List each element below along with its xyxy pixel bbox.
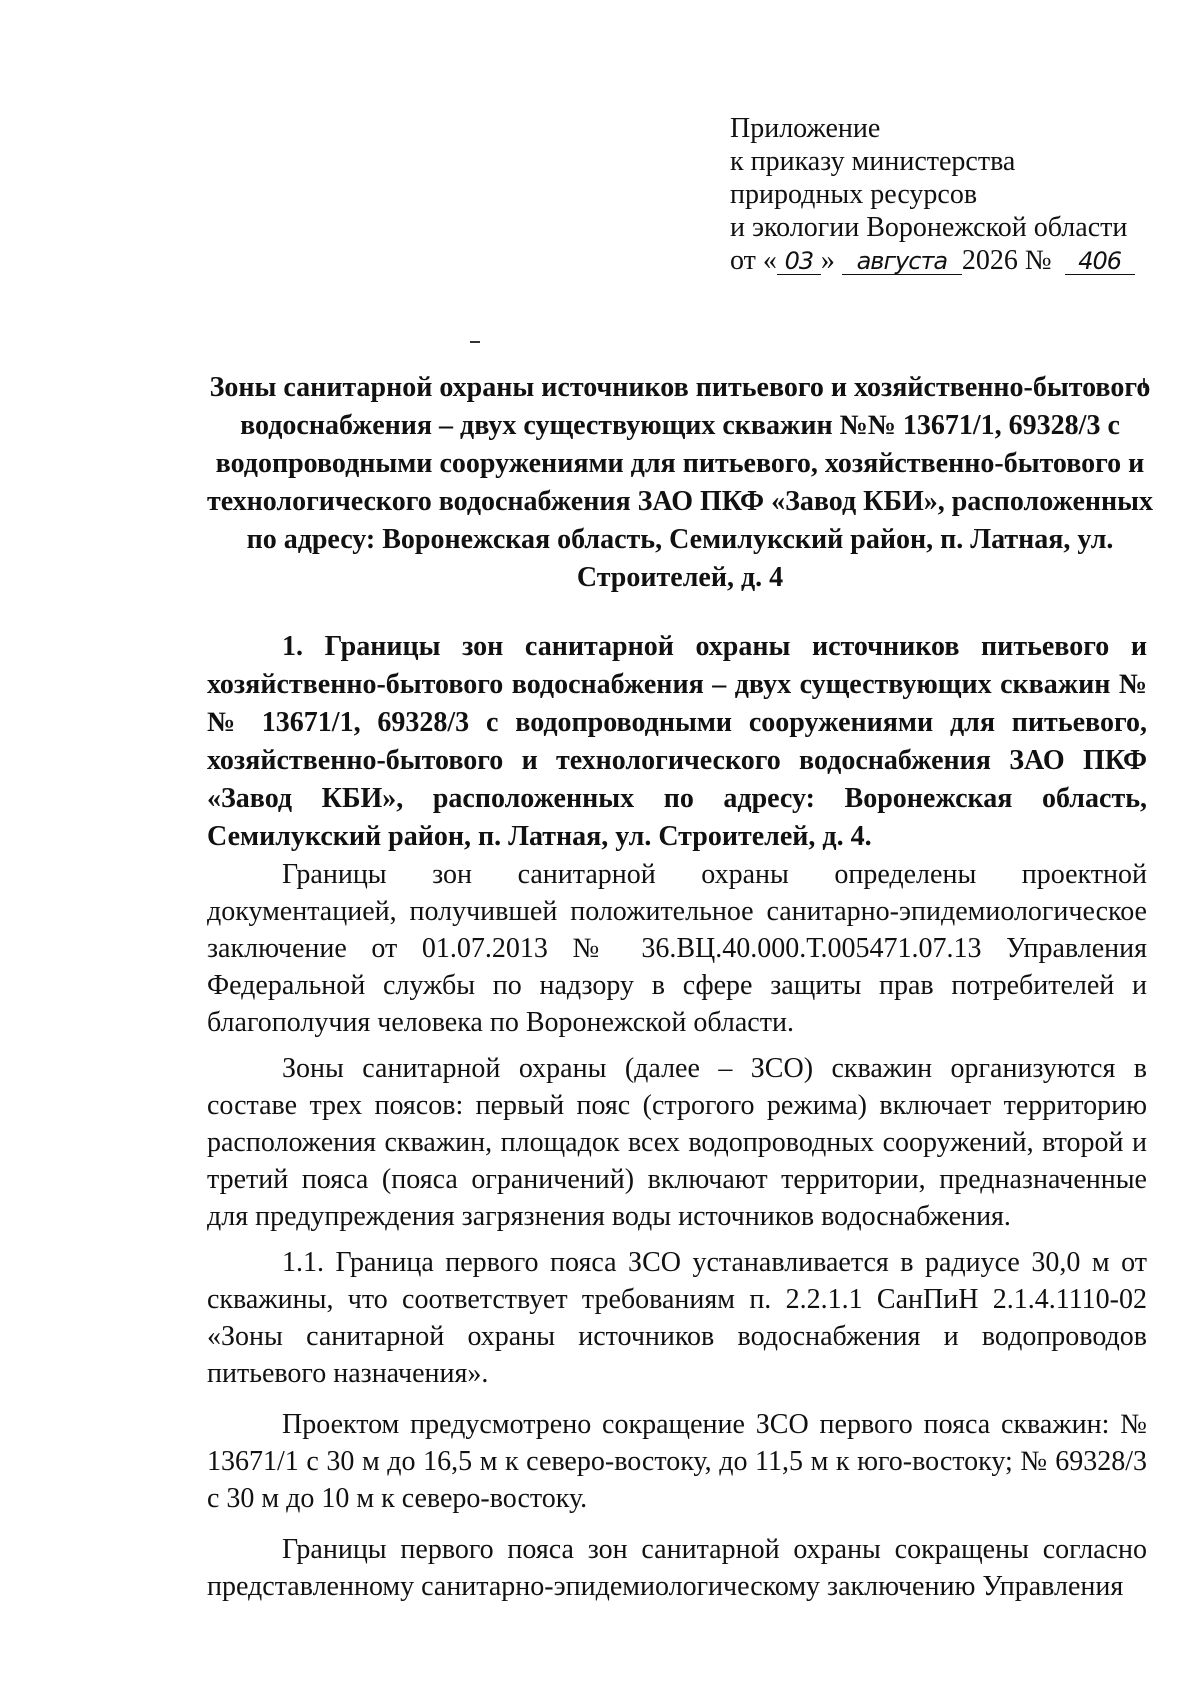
body-text bbox=[207, 856, 1147, 1605]
number-label: № bbox=[1017, 245, 1059, 276]
paragraph: Зоны санитарной охраны (далее – ЗСО) скважин организуются в составе трех поясов: первый пояс (строгого режима) включает территорию расположения скважин, площадок всех водопроводных сооружений, второй и третий пояса (пояса ограничений) включают территории, предназначенные для предупреждения загрязнения воды источников водоснабжения. bbox=[207, 1053, 1147, 1232]
section-1-heading bbox=[207, 628, 1147, 856]
date-year: 2026 bbox=[961, 245, 1018, 276]
approval-date-line bbox=[730, 244, 1170, 277]
document-title: Зоны санитарной охраны источников питьевого и хозяйственно-бытового водоснабжения – двух существующих скважин №№ 13671/1, 69328/3 с водопроводными сооружениями для питьевого, хозяйственно-бытового и технологического водоснабжения ЗАО ПКФ «Завод КБИ», расположенных по адресу: Воронежская область, Семилукский район, п. Латная, ул. Строителей, д. 4 bbox=[207, 372, 1153, 593]
paragraph: Проектом предусмотрено сокращение ЗСО первого пояса скважин: № 13671/1 с 30 м до 16,5 м к северо-востоку, до 11,5 м к юго-востоку; № 69328/3 с 30 м до 10 м к северо-востоку. bbox=[207, 1409, 1147, 1514]
scan-mark bbox=[470, 341, 480, 343]
approval-block bbox=[730, 112, 1170, 277]
handwritten-month: августа bbox=[842, 248, 962, 275]
date-prefix: от « bbox=[730, 245, 777, 276]
approval-line-ministry: и экологии Воронежской области bbox=[730, 212, 1128, 243]
section-1-heading-text: 1. Границы зон санитарной охраны источников питьевого и хозяйственно-бытового водоснабжения – двух существующих скважин №№ 13671/1, 69328/3 с водопроводными сооружениями для питьевого, хозяйственно-бытового и технологического водоснабжения ЗАО ПКФ «Завод КБИ», расположенных по адресу: Воронежская область, Семилукский район, п. Латная, ул. Строителей, д. 4. bbox=[207, 631, 1147, 852]
approval-line-order: к приказу министерства bbox=[730, 146, 1016, 177]
approval-line-resources: природных ресурсов bbox=[730, 179, 978, 210]
date-mid: » bbox=[820, 245, 842, 276]
handwritten-day: 03 bbox=[777, 248, 821, 275]
paragraph: Границы первого пояса зон санитарной охраны сокращены согласно представленному санитарно-эпидемиологическому заключению Управления bbox=[207, 1534, 1147, 1602]
paragraph: 1.1. Граница первого пояса ЗСО устанавливается в радиусе 30,0 м от скважины, что соответствует требованиям п. 2.2.1.1 СанПиН 2.1.4.1110-02 «Зоны санитарной охраны источников водоснабжения и водопроводов питьевого назначения». bbox=[207, 1247, 1147, 1389]
handwritten-order-number: 406 bbox=[1065, 248, 1135, 275]
approval-line-annex: Приложение bbox=[730, 113, 881, 144]
paragraph: Границы зон санитарной охраны определены проектной документацией, получившей положительное санитарно-эпидемиологическое заключение от 01.07.2013 № 36.ВЦ.40.000.Т.005471.07.13 Управления Федеральной службы по надзору в сфере защиты прав потребителей и благополучия человека по Воронежской области. bbox=[207, 859, 1147, 1038]
